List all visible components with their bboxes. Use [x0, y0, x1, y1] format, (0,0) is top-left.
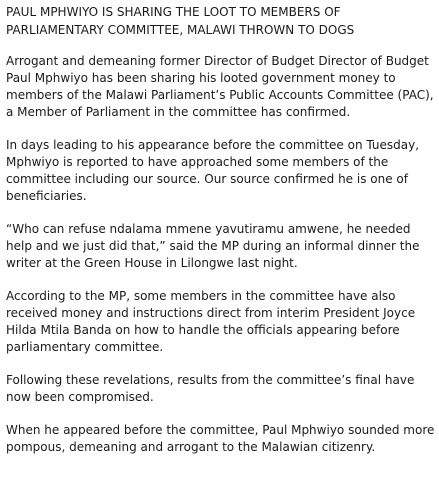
article-headline: PAUL MPHWIYO IS SHARING THE LOOT TO MEMBERS OF PARLIAMENTARY COMMITTEE, MALAWI THROWN TO DOGS	[6, 5, 355, 37]
article-paragraph: Arrogant and demeaning former Director of Budget Director of Budget Paul Mphwiyo has been sharing his looted government money to members of the Malawi Parliament’s Public Accounts Committee (PAC), a Member of Parliament in the committee has confirmed.	[6, 54, 434, 119]
article-paragraph: Following these revelations, results from the committee’s final have now been compromised.	[6, 373, 415, 404]
article-paragraph: When he appeared before the committee, Paul Mphwiyo sounded more pompous, demeaning and arrogant to the Malawian citizenry.	[6, 423, 435, 454]
article-paragraph: “Who can refuse ndalama mmene yavutiramu amwene, he needed help and we just did that,” said the MP during an informal dinner the writer at the Green House in Lilongwe last night.	[6, 222, 420, 270]
article-paragraph: In days leading to his appearance before the committee on Tuesday, Mphwiyo is reported to have approached some members of the committee including our source. Our source confirmed he is one of beneficiaries.	[6, 138, 420, 203]
article-paragraph: According to the MP, some members in the committee have also received money and instructions direct from interim President Joyce Hilda Mtila Banda on how to handle the officials appearing before parliamentary committee.	[6, 289, 416, 354]
article-body	[6, 3, 436, 472]
